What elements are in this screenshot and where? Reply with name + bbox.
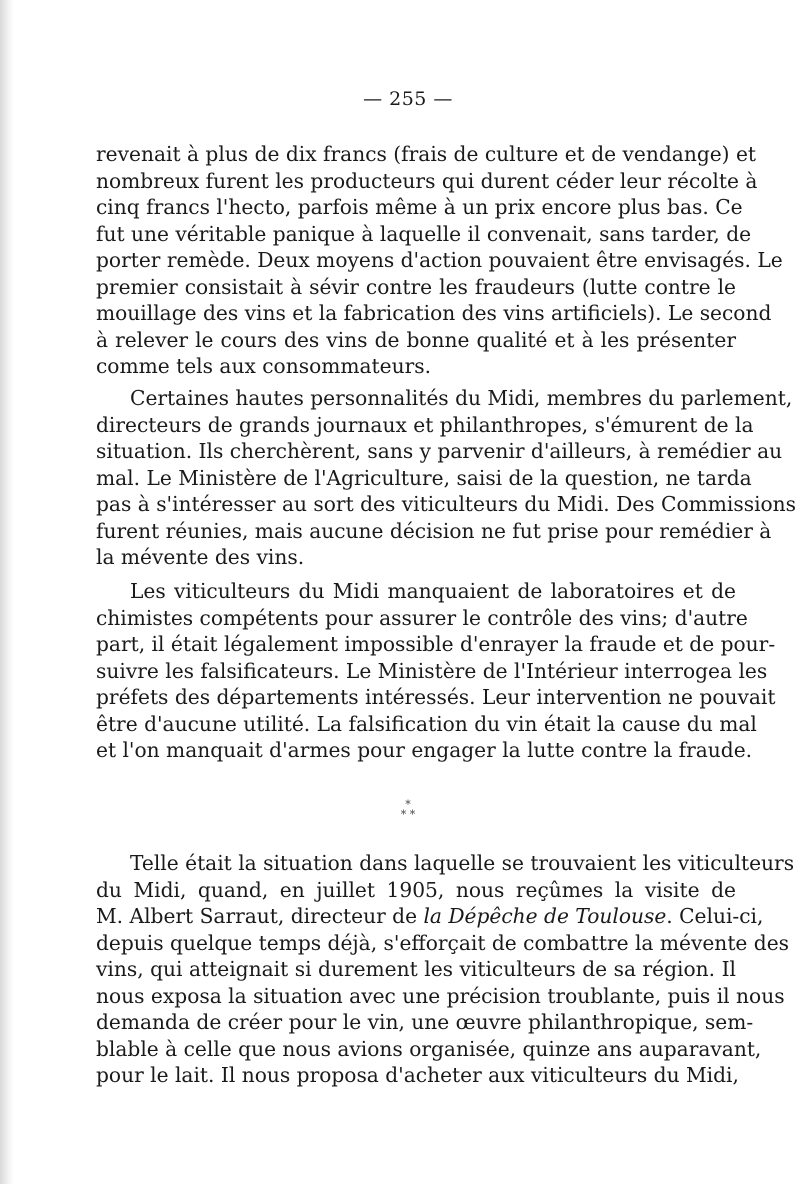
text-line: furent réunies, mais aucune décision ne fut prise pour remédier à	[96, 518, 772, 543]
text-line: depuis quelque temps déjà, s'efforçait de combattre la mévente des	[96, 930, 790, 955]
paragraph-1	[96, 141, 783, 380]
text-line: demanda de créer pour le vin, une œuvre philanthropique, sem-	[96, 1010, 754, 1034]
text-line: suivre les falsificateurs. Le Ministère de l'Intérieur interrogea les	[96, 658, 768, 683]
text-line: chimistes compétents pour assurer le contrôle des vins; d'autre	[96, 605, 748, 630]
text-line: part, il était légalement impossible d'enrayer la fraude et de pour-	[96, 632, 776, 656]
text-line: M. Albert Sarraut, directeur de la Dépêche de Toulouse. Celui-ci,	[96, 904, 764, 928]
text-line: être d'aucune utilité. La falsification du vin était la cause du mal	[96, 711, 757, 736]
text-line: comme tels aux consommateurs.	[96, 354, 432, 378]
text-line: pour le lait. Il nous proposa d'acheter aux viticulteurs du Midi,	[96, 1063, 739, 1087]
text-line: Certaines hautes personnalités du Midi, membres du parlement,	[130, 386, 793, 410]
paragraph-4	[96, 850, 795, 1089]
asterism-bottom: * *	[400, 808, 416, 821]
text-line: porter remède. Deux moyens d'action pouvaient être envisagés. Le	[96, 248, 783, 272]
paragraph-2	[96, 385, 797, 571]
section-break-asterism	[0, 800, 800, 820]
paragraph-3	[96, 578, 776, 764]
text-line: et l'on manquait d'armes pour engager la lutte contre la fraude.	[96, 738, 753, 762]
text-line: la mévente des vins.	[96, 545, 305, 569]
text-line: fut une véritable panique à laquelle il convenait, sans tarder, de	[96, 221, 752, 246]
text-line: Telle était la situation dans laquelle se trouvaient les viticulteurs	[130, 851, 795, 875]
text-line: Les viticulteurs du Midi manquaient de laboratoires et de	[130, 579, 736, 603]
text-line: mouillage des vins et la fabrication des vins artificiels). Le second	[96, 301, 772, 325]
text-line: nous exposa la situation avec une précision troublante, puis il nous	[96, 983, 785, 1008]
text-line: pas à s'intéresser au sort des viticulteurs du Midi. Des Commissions	[96, 492, 797, 516]
text-line: cinq francs l'hecto, parfois même à un prix encore plus bas. Ce	[96, 195, 743, 219]
text-line: préfets des départements intéressés. Leur intervention ne pouvait	[96, 685, 776, 709]
text-line: revenait à plus de dix francs (frais de culture et de vendange) et	[96, 142, 757, 166]
text-line: du Midi, quand, en juillet 1905, nous reçûmes la visite de	[96, 877, 736, 902]
text-line: mal. Le Ministère de l'Agriculture, saisi de la question, ne tarda	[96, 465, 752, 490]
text-line: à relever le cours des vins de bonne qualité et à les présenter	[96, 327, 736, 352]
text-line: vins, qui atteignait si durement les viticulteurs de sa région. Il	[96, 957, 736, 981]
text-line: directeurs de grands journaux et philanthropes, s'émurent de la	[96, 412, 754, 437]
page-number: — 255 —	[363, 88, 453, 110]
text-line: situation. Ils cherchèrent, sans y parvenir d'ailleurs, à remédier au	[96, 439, 783, 463]
text-line: blable à celle que nous avions organisée, quinze ans auparavant,	[96, 1036, 762, 1061]
text-line: premier consistait à sévir contre les fraudeurs (lutte contre le	[96, 274, 736, 299]
text-line: nombreux furent les producteurs qui durent céder leur récolte à	[96, 168, 758, 193]
asterism-top: *	[405, 798, 411, 811]
